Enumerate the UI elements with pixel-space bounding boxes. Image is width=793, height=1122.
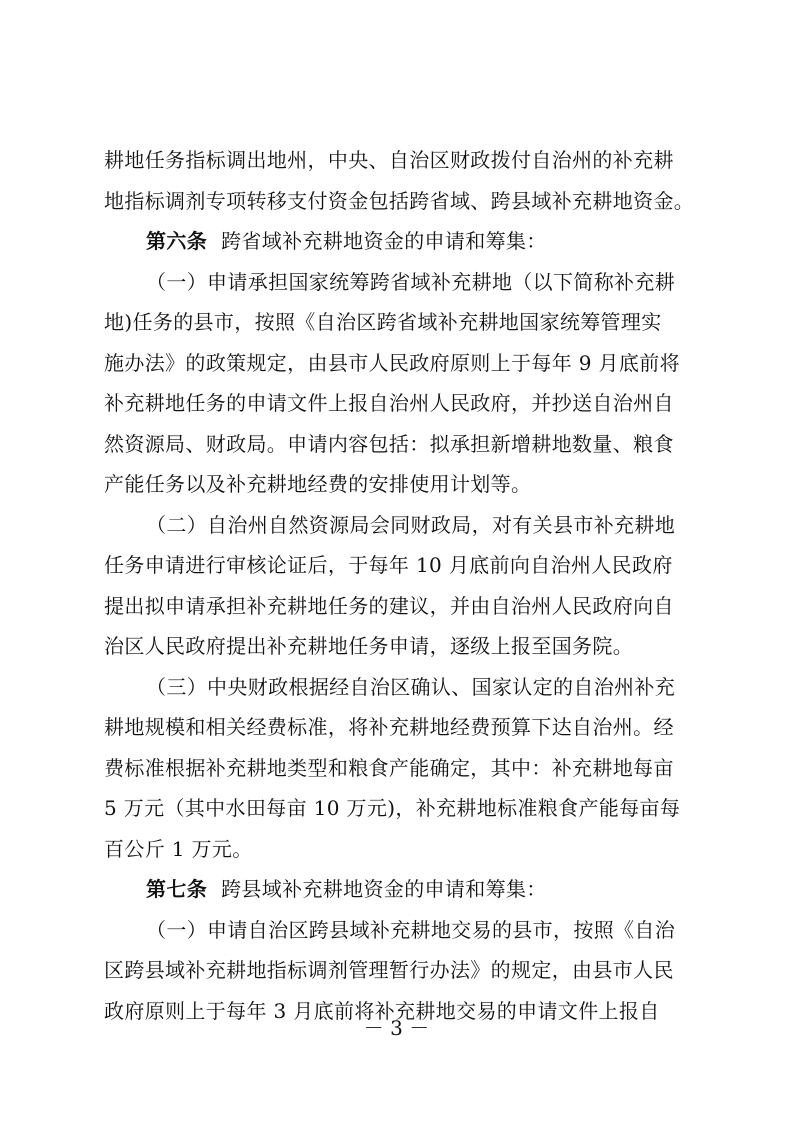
text-line: 区跨县域补充耕地指标调剂管理暂行办法》的规定，由县市人民 <box>104 958 674 982</box>
text-line: 任务申请进行审核论证后，于每年 10 月底前向自治州人民政府 <box>104 553 673 577</box>
text-line: 产能任务以及补充耕地经费的安排使用计划等。 <box>104 472 532 496</box>
document-body <box>104 140 708 1031</box>
article-text: 跨县域补充耕地资金的申请和筹集： <box>221 877 547 901</box>
text-line: 百公斤 1 万元。 <box>104 836 253 861</box>
page-number: － 3 － <box>363 1016 430 1040</box>
text-line: 5 万元（其中水田每亩 10 万元)，补充耕地标准粮食产能每亩每 <box>104 796 681 820</box>
text-line: 耕地规模和相关经费标准，将补充耕地经费预算下达自治州。经 <box>104 715 674 739</box>
article-title: 第六条 <box>146 229 208 253</box>
text-line: 政府原则上于每年 3 月底前将补充耕地交易的申请文件上报自 <box>104 998 660 1023</box>
text-line: 补充耕地任务的申请文件上报自治州人民政府，并抄送自治州自 <box>104 391 674 415</box>
text-line: 提出拟申请承担补充耕地任务的建议，并由自治州人民政府向自 <box>104 593 674 618</box>
paragraph-start-line: （一）申请自治区跨县域补充耕地交易的县市，按照《自治 <box>146 917 676 942</box>
text-line: 治区人民政府提出补充耕地任务申请，逐级上报至国务院。 <box>104 634 634 658</box>
text-line: 地)任务的县市，按照《自治区跨省域补充耕地国家统筹管理实 <box>104 310 662 334</box>
article-title: 第七条 <box>146 877 208 901</box>
text-line: 耕地任务指标调出地州，中央、自治区财政拨付自治州的补充耕 <box>104 148 674 172</box>
text-line: 地指标调剂专项转移支付资金包括跨省域、跨县域补充耕地资金。 <box>104 188 695 213</box>
article-text: 跨省域补充耕地资金的申请和筹集： <box>221 229 547 253</box>
paragraph-start-line: （一）申请承担国家统筹跨省域补充耕地（以下简称补充耕 <box>146 269 676 294</box>
text-line: 费标准根据补充耕地类型和粮食产能确定，其中：补充耕地每亩 <box>104 755 674 780</box>
text-line: 施办法》的政策规定，由县市人民政府原则上于每年 9 月底前将 <box>104 350 680 375</box>
article-heading-line <box>104 221 708 262</box>
paragraph-start-line: （三）中央财政根据经自治区确认、国家认定的自治州补充 <box>146 674 676 699</box>
text-line: 然资源局、财政局。申请内容包括：拟承担新增耕地数量、粮食 <box>104 431 674 456</box>
paragraph-start-line: （二）自治州自然资源局会同财政局，对有关县市补充耕地 <box>146 512 676 537</box>
article-heading-line <box>104 869 708 910</box>
